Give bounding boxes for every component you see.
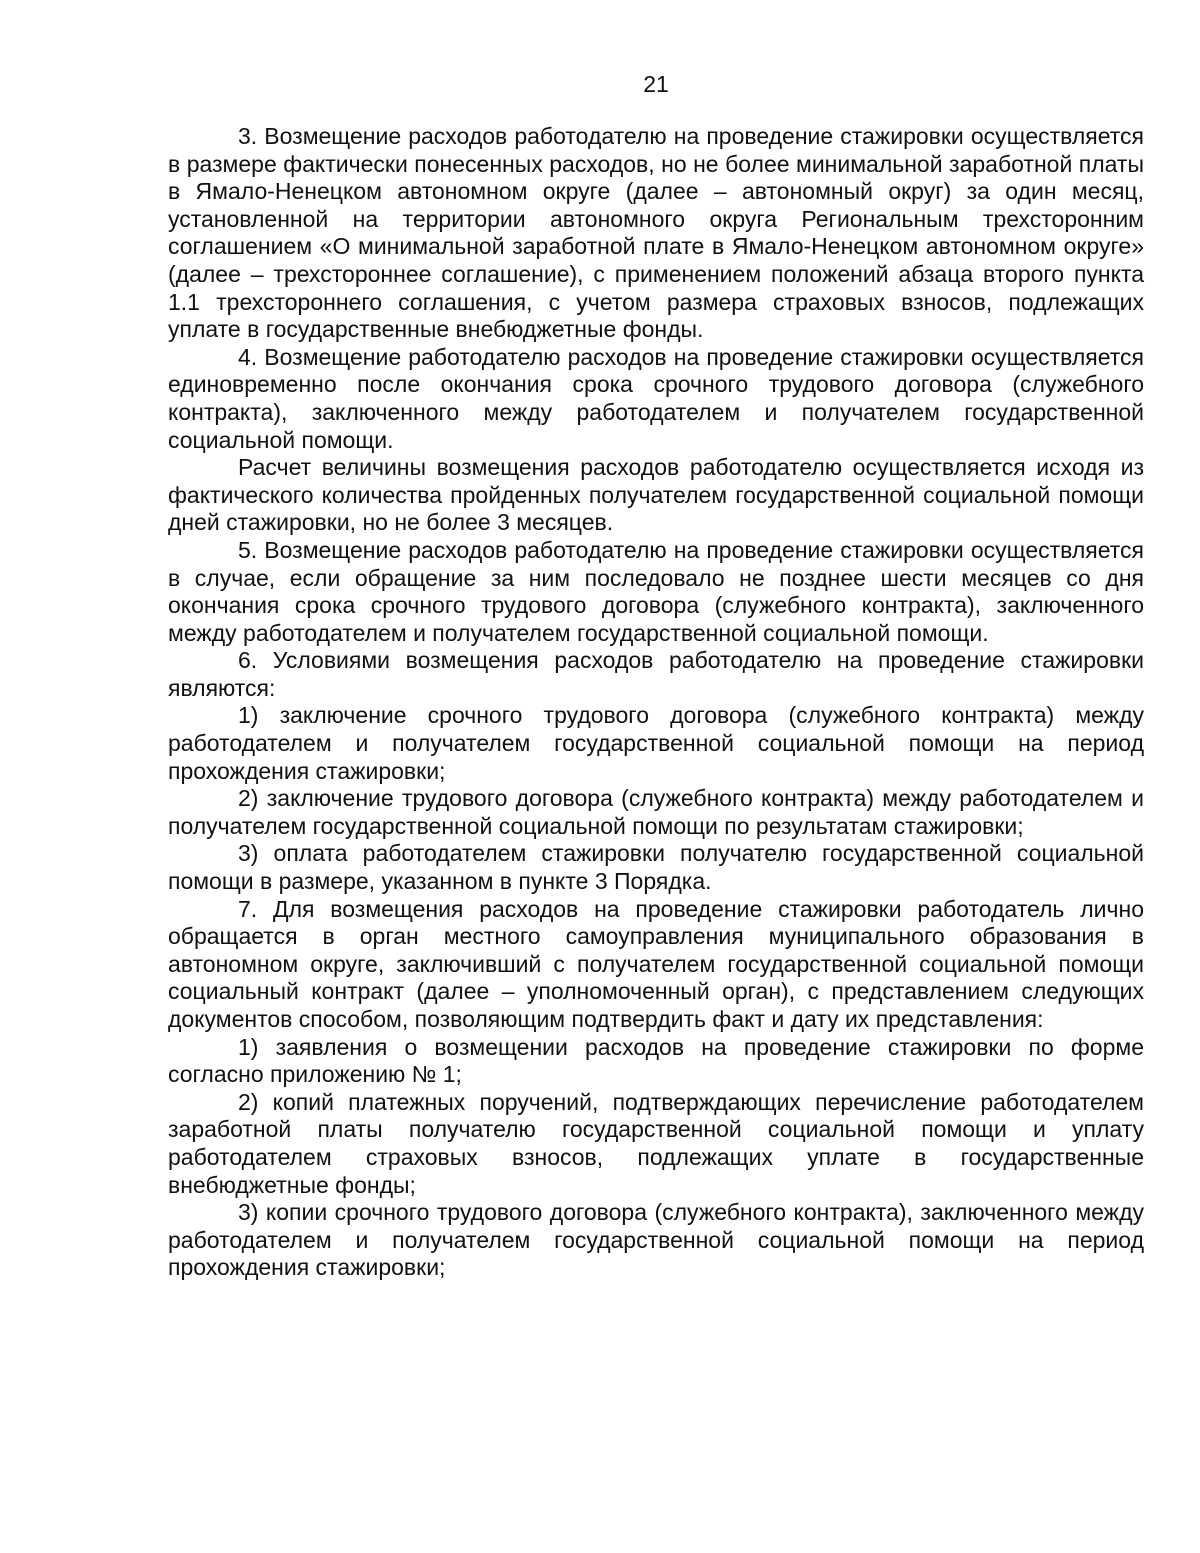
paragraph-item-4: 4. Возмещение работодателю расходов на проведение стажировки осуществляется единовременно после окончания срока срочного трудового договора (служебного контракта), заключенного между работодателем и получателем государственной социальной помощи. — [168, 343, 1144, 453]
document-body — [168, 123, 1144, 1282]
paragraph-item-6: 6. Условиями возмещения расходов работодателю на проведение стажировки являются: — [168, 647, 1144, 701]
paragraph-calculation: Расчет величины возмещения расходов работодателю осуществляется исходя из фактического количества пройденных получателем государственной социальной помощи дней стажировки, но не более 3 месяцев. — [168, 454, 1144, 536]
paragraph-item-7: 7. Для возмещения расходов на проведение стажировки работодатель лично обращается в орган местного самоуправления муниципального образования в автономном округе, заключивший с получателем государственной социальной помощи социальный контракт (далее – уполномоченный орган), с представлением следующих документов способом, позволяющим подтвердить факт и дату их представления: — [168, 895, 1144, 1032]
list-item-7-3: 3) копии срочного трудового договора (служебного контракта), заключенного между работодателем и получателем государственной социальной помощи на период прохождения стажировки; — [168, 1199, 1144, 1281]
list-item-6-1: 1) заключение срочного трудового договора (служебного контракта) между работодателем и получателем государственной социальной помощи на период прохождения стажировки; — [168, 702, 1144, 784]
page-number: 21 — [643, 71, 669, 97]
list-item-6-2: 2) заключение трудового договора (служебного контракта) между работодателем и получателем государственной социальной помощи по результатам стажировки; — [168, 785, 1144, 839]
list-item-7-2: 2) копий платежных поручений, подтверждающих перечисление работодателем заработной платы получателю государственной социальной помощи и уплату работодателем страховых взносов, подлежащих уплате в государственные внебюджетные фонды; — [168, 1088, 1144, 1198]
list-item-7-1: 1) заявления о возмещении расходов на проведение стажировки по форме согласно приложению № 1; — [168, 1033, 1144, 1088]
list-item-6-3: 3) оплата работодателем стажировки получателю государственной социальной помощи в размере, указанном в пункте 3 Порядка. — [168, 840, 1144, 895]
paragraph-item-5: 5. Возмещение расходов работодателю на проведение стажировки осуществляется в случае, если обращение за ним последовало не позднее шести месяцев со дня окончания срока срочного трудового договора (служебного контракта), заключенного между работодателем и получателем государственной социальной помощи. — [168, 536, 1144, 646]
paragraph-item-3: 3. Возмещение расходов работодателю на проведение стажировки осуществляется в размере фактически понесенных расходов, но не более минимальной заработной платы в Ямало-Ненецком автономном округе (далее – автономный округ) за один месяц, установленной на территории автономного округа Региональным трехсторонним соглашением «О минимальной заработной плате в Ямало-Ненецком автономном округе» (далее – трехстороннее соглашение), с применением положений абзаца второго пункта 1.1 трехстороннего соглашения, с учетом размера страховых взносов, подлежащих уплате в государственные внебюджетные фонды. — [168, 123, 1144, 343]
